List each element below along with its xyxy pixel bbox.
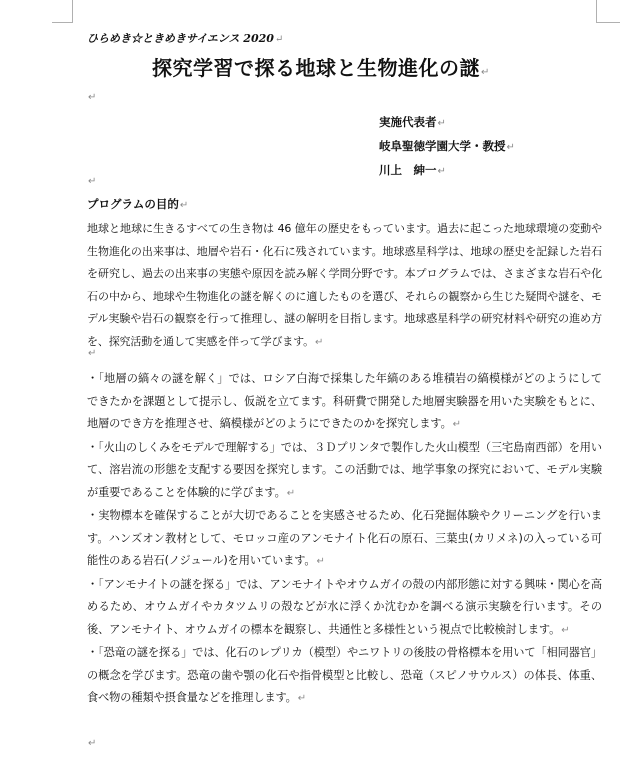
paragraph-mark-icon: ↵ [286,487,295,499]
program-item-text: ・「地層の縞々の謎を解く」では、ロシア白海で採集した年縞のある堆積岩の縞模様がどのようにしてできたかを課題として提示し、仮説を立てます。科研費で開発した地層実験器を用いた実験をもとに、地層のでき方を推理させ、縞模様がどのようにできたのかを探究します。 [87,372,602,430]
document-title-text: 探究学習で探る地球と生物進化の謎 [152,56,481,80]
empty-paragraph[interactable] [88,92,96,103]
program-item-dinosaur[interactable] [87,642,602,711]
program-item-text: ・実物標本を確保することが大切であることを実感させるため、化石発掘体験やクリーニングを行います。ハンズオン教材として、モロッコ産のアンモナイト化石の原石、三葉虫(カリメネ)の入っている可能性のある岩石(ノジュール)を用いています。 [87,509,602,567]
presenter-block[interactable] [379,110,515,182]
paragraph-mark-icon: ↵ [297,693,307,704]
crop-mark [72,0,73,22]
program-item-volcano[interactable] [87,437,602,506]
paragraph-mark-icon: ↵ [88,176,97,187]
paragraph-mark-icon: ↵ [437,166,446,177]
paragraph-mark-icon: ↵ [88,348,97,359]
empty-paragraph[interactable] [88,348,96,359]
paragraph-mark-icon: ↵ [88,92,97,103]
program-item-text: ・「火山のしくみをモデルで理解する」では、３Ｄプリンタで製作した火山模型（三宅島南西部）を用いて、溶岩流の形態を支配する要因を探究します。この活動では、地学事象の探究において、モデル実験が重要であることを体験的に学びます。 [87,440,602,499]
paragraph-mark-icon: ↵ [274,34,284,45]
paragraph-mark-icon: ↵ [88,738,97,749]
series-header[interactable] [87,30,283,46]
program-item-fossil-specimens[interactable] [87,505,602,574]
purpose-heading-text: プログラムの目的 [87,197,179,211]
paragraph-mark-icon: ↵ [481,67,490,78]
purpose-paragraph-text: 地球と地球に生きるすべての生き物は 46 億年の歴史をもっています。過去に起こった地球環境の変動や生物進化の出来事は、地層や岩石・化石に残されています。地球惑星科学は、地球の歴史を記録した岩石を研究し、過去の出来事の実態や原因を読み解く学問分野です。本プログラムでは、さまざまな岩石や化石の中から、地球や生物進化の謎を解くのに適したものを選び、それらの観察から生じた疑問や謎を、モデル実験や岩石の観察を行って推理し、謎の解明を目指します。地球惑星科学の研究材料や研究の進め方を、探究活動を通して実感を伴って学びます。 [87,222,602,348]
presenter-name-text: 川上 紳一 [379,163,437,177]
empty-paragraph[interactable] [88,738,96,749]
presenter-name [379,158,515,182]
crop-mark [596,0,597,22]
crop-mark [52,22,73,23]
paragraph-mark-icon: ↵ [179,200,189,211]
paragraph-mark-icon: ↵ [561,624,570,636]
program-item-ammonite[interactable] [87,574,602,643]
paragraph-mark-icon: ↵ [452,419,461,430]
empty-paragraph[interactable] [88,176,96,187]
crop-mark [596,22,620,23]
document-title[interactable] [0,52,642,81]
program-item-text: ・「アンモナイトの謎を探る」では、アンモナイトやオウムガイの殻の内部形態に対する興味・関心を高めるため、オウムガイやカタツムリの殻などが水に浮くか沈むかを調べる演示実験を行います。その後、アンモナイト、オウムガイの標本を観察し、共通性と多様性という視点で比較検討します。 [87,577,602,636]
program-item-text: ・「恐竜の謎を探る」では、化石のレプリカ（模型）やニワトリの後肢の骨格標本を用いて「相同器官」の概念を学びます。恐竜の歯や顎の化石や指骨模型と比較し、恐竜（スピノサウルス）の体長、体重、食べ物の種類や摂食量などを推理します。 [87,646,602,704]
purpose-heading[interactable] [87,196,188,212]
paragraph-mark-icon: ↵ [316,556,325,567]
program-items [87,368,602,711]
presenter-affiliation [379,134,515,158]
purpose-paragraph[interactable] [87,218,602,354]
presenter-label [379,110,515,134]
presenter-affiliation-text: 岐阜聖徳学園大学・教授 [379,139,506,153]
program-item-strata[interactable] [87,368,602,437]
paragraph-mark-icon: ↵ [437,118,446,129]
presenter-label-text: 実施代表者 [379,115,437,129]
series-header-text: ひらめき☆ときめきサイエンス 2020 [87,32,274,45]
paragraph-mark-icon: ↵ [314,336,324,348]
paragraph-mark-icon: ↵ [506,142,515,153]
